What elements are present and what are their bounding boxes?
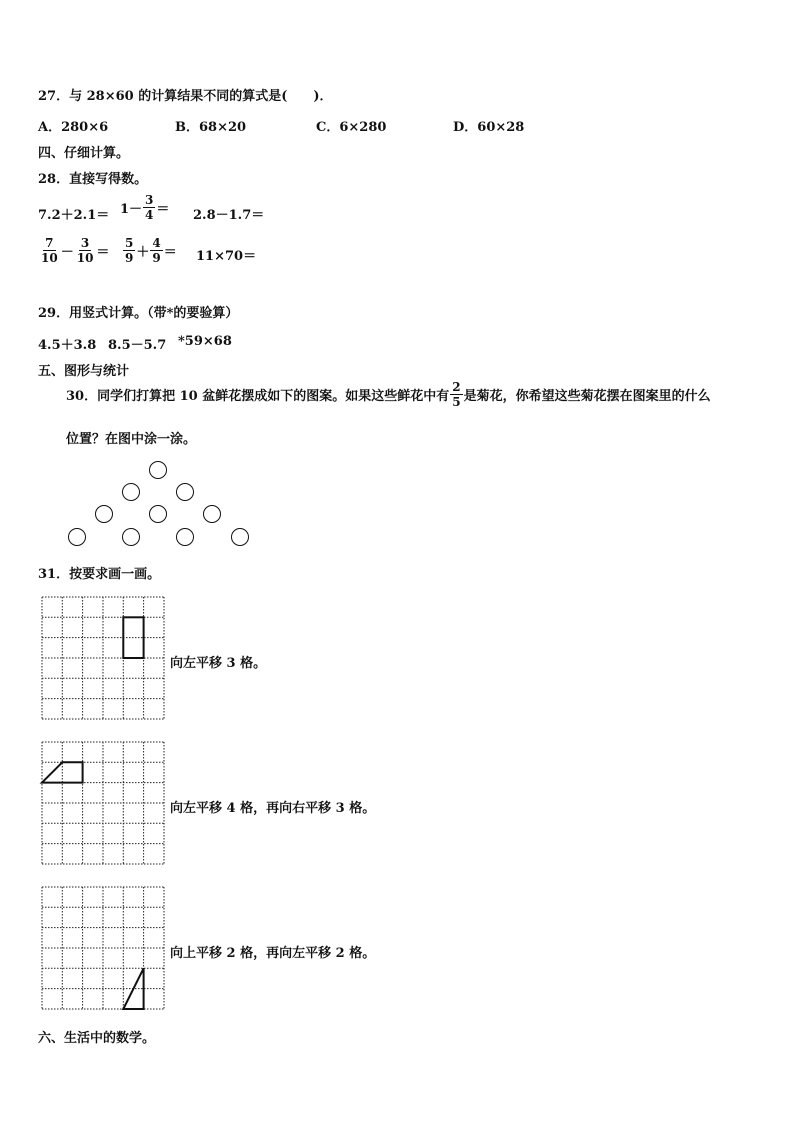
section-6-title: 六、生活中的数学。 xyxy=(38,1031,156,1046)
section-4-title: 四、仔细计算。 xyxy=(38,146,130,161)
q31-instruction-3: 向上平移 2 格，再向左平移 2 格。 xyxy=(170,946,376,961)
q27-option-d: D．60×28 xyxy=(453,120,525,135)
fraction-denominator: 9 xyxy=(125,251,134,265)
flower-circle[interactable] xyxy=(150,506,167,523)
fraction-denominator: 9 xyxy=(152,251,161,265)
q28-item-3: 2.8－1.7＝ xyxy=(193,208,265,223)
flower-circle[interactable] xyxy=(177,529,194,546)
flower-circle[interactable] xyxy=(123,529,140,546)
fraction-denominator: 10 xyxy=(41,251,58,265)
q27-option-c: C．6×280 xyxy=(316,120,387,135)
operator: － xyxy=(60,245,74,260)
q30-stem-before: 30．同学们打算把 10 盆鲜花摆成如下的图案。如果这些鲜花中有 xyxy=(66,389,450,404)
fraction-numerator: 4 xyxy=(152,236,161,250)
q31-stem: 31．按要求画一画。 xyxy=(38,567,161,582)
fraction-numerator: 2 xyxy=(452,380,461,394)
equals-sign: ＝ xyxy=(163,245,177,260)
flower-circle[interactable] xyxy=(150,462,167,479)
flower-circle[interactable] xyxy=(204,506,221,523)
fraction-numerator: 3 xyxy=(145,193,154,207)
q28-item-2-suffix: ＝ xyxy=(156,202,170,217)
flower-circle[interactable] xyxy=(96,506,113,523)
fraction-denominator: 5 xyxy=(452,395,461,409)
flower-circle[interactable] xyxy=(69,529,86,546)
q29-item-2: 8.5－5.7 xyxy=(108,338,167,353)
q30-stem-after: 是菊花，你希望这些菊花摆在图案里的什么 xyxy=(463,389,711,404)
fraction-numerator: 5 xyxy=(125,236,134,250)
q31-instruction-1: 向左平移 3 格。 xyxy=(170,656,267,671)
flower-circle[interactable] xyxy=(232,529,249,546)
q28-stem: 28．直接写得数。 xyxy=(38,172,148,187)
q29-item-3: *59×68 xyxy=(178,334,232,349)
q28-item-6: 11×70＝ xyxy=(196,249,257,264)
q27-option-a: A．280×6 xyxy=(38,120,109,135)
flower-circle[interactable] xyxy=(123,484,140,501)
q28-item-2-prefix: 1－ xyxy=(120,202,143,217)
section-5-title: 五、图形与统计 xyxy=(38,364,130,379)
q27-stem: 27．与 28×60 的计算结果不同的算式是( )． xyxy=(38,89,333,104)
operator: ＋ xyxy=(136,245,150,260)
q28-item-1: 7.2＋2.1＝ xyxy=(38,208,110,223)
equals-sign: ＝ xyxy=(96,245,110,260)
q27-option-b: B．68×20 xyxy=(175,120,247,135)
fraction-numerator: 7 xyxy=(45,236,54,250)
q30-stem-line-2: 位置？在图中涂一涂。 xyxy=(66,432,197,447)
grid-3[interactable] xyxy=(42,887,165,1010)
grid-2[interactable] xyxy=(42,742,165,865)
flower-circle[interactable] xyxy=(177,484,194,501)
grid-1[interactable] xyxy=(42,597,165,720)
q29-item-1: 4.5＋3.8 xyxy=(38,338,97,353)
q29-stem: 29．用竖式计算。（带*的要验算） xyxy=(38,306,239,321)
fraction-denominator: 4 xyxy=(145,208,154,222)
q31-instruction-2: 向左平移 4 格，再向右平移 3 格。 xyxy=(170,801,376,816)
fraction-denominator: 10 xyxy=(76,251,94,265)
fraction-numerator: 3 xyxy=(80,236,90,250)
